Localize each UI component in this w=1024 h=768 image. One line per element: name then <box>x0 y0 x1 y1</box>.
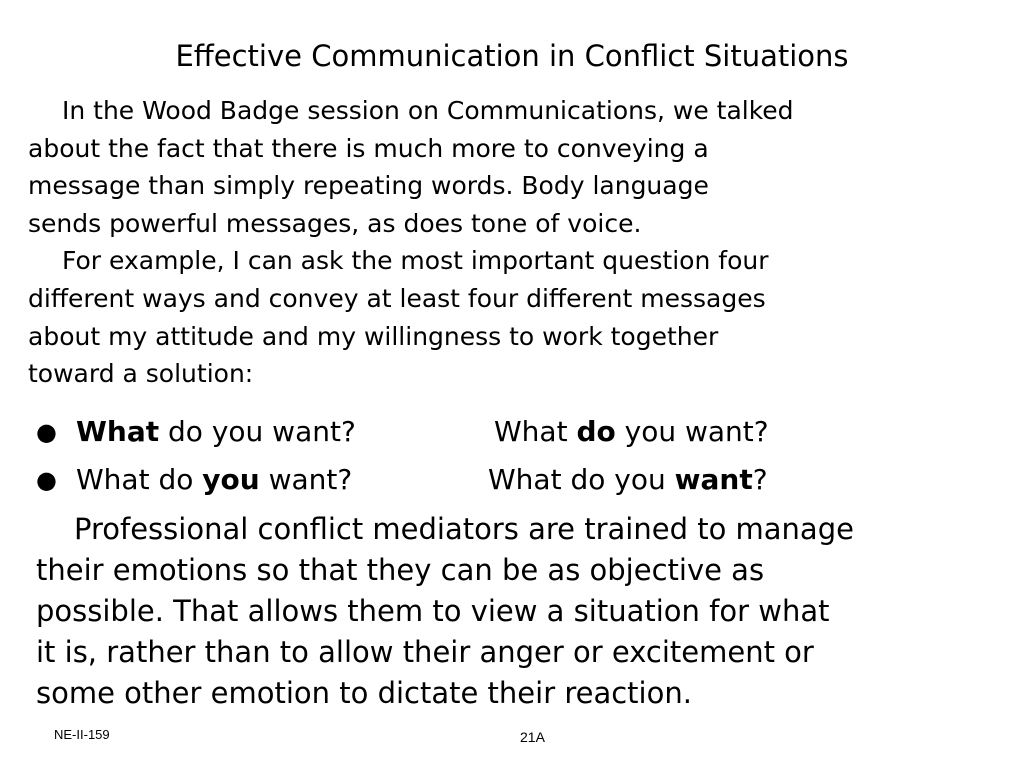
intro-line: different ways and convey at least four different messages <box>28 283 766 313</box>
intro-line: about the fact that there is much more to conveying a <box>28 133 709 163</box>
bullet-icon: ● <box>36 418 57 446</box>
question-do-emphasis: What do you want? <box>494 415 769 448</box>
intro-line: message than simply repeating words. Body language <box>28 171 709 201</box>
question-want-emphasis: What do you want? <box>488 463 768 496</box>
question-bullet-list <box>36 408 936 504</box>
bullet-row <box>36 408 936 456</box>
intro-line: about my attitude and my willingness to work together <box>28 321 719 351</box>
question-what-emphasis: What do you want? <box>76 415 356 448</box>
footer-document-code: NE-II-159 <box>54 727 110 742</box>
intro-line: sends powerful messages, as does tone of voice. <box>28 208 642 238</box>
closing-line: possible. That allows them to view a situation for what <box>36 594 830 628</box>
intro-paragraphs <box>28 92 1008 393</box>
footer-page-number: 21A <box>520 729 545 745</box>
closing-paragraph <box>36 509 1011 714</box>
question-you-emphasis: What do you want? <box>76 463 353 496</box>
intro-line: In the Wood Badge session on Communications, we talked <box>62 96 794 125</box>
slide-title: Effective Communication in Conflict Situations <box>175 39 849 73</box>
bullet-icon: ● <box>36 466 57 494</box>
bullet-row <box>36 456 936 504</box>
closing-line: it is, rather than to allow their anger or excitement or <box>36 635 814 669</box>
closing-line: their emotions so that they can be as objective as <box>36 553 765 587</box>
intro-line: toward a solution: <box>28 359 254 389</box>
closing-line: some other emotion to dictate their reaction. <box>36 676 692 710</box>
intro-line: For example, I can ask the most important question four <box>62 246 769 276</box>
closing-line: Professional conflict mediators are trained to manage <box>74 512 854 546</box>
